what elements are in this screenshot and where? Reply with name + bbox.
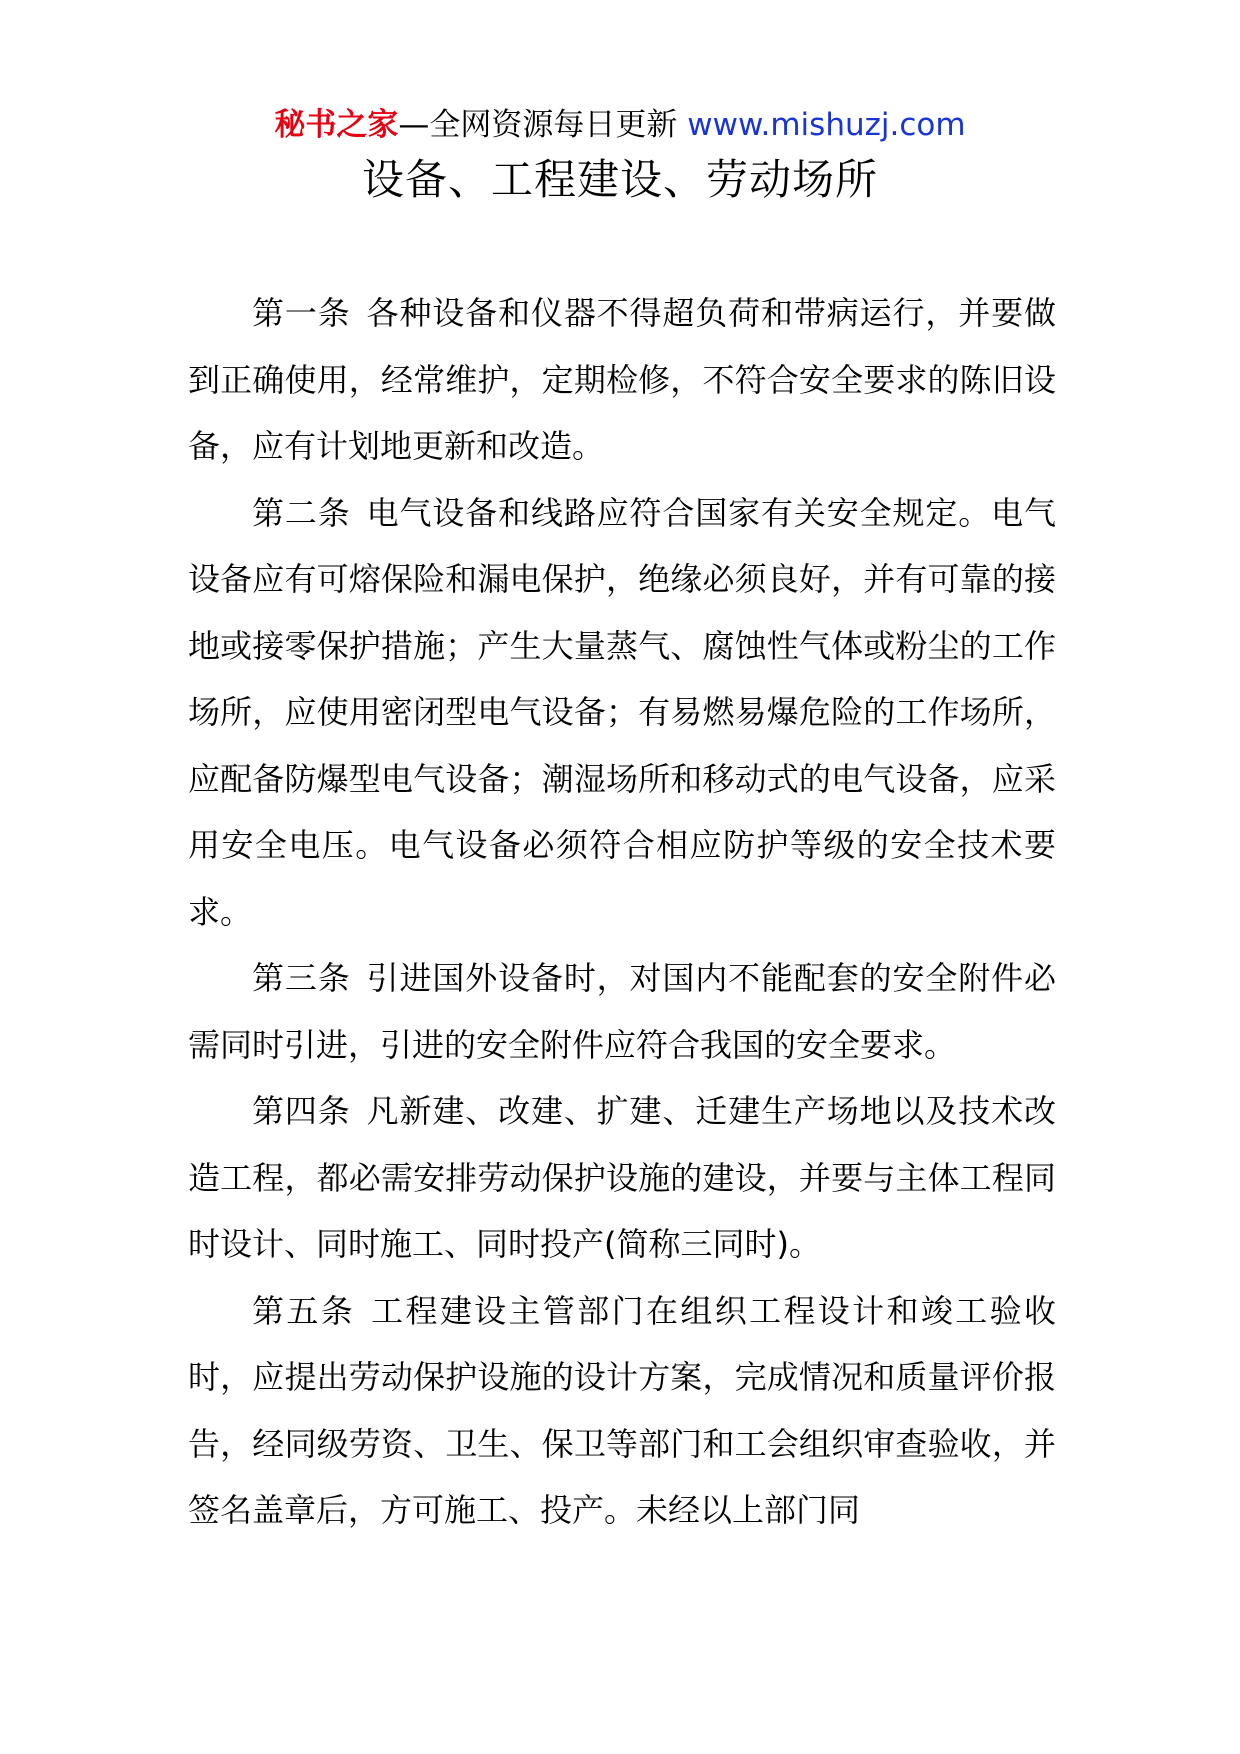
site-brand: 秘书之家 xyxy=(274,107,399,143)
article-number: 第二条 xyxy=(252,493,351,532)
article-number: 第五条 xyxy=(252,1291,356,1330)
article-text: 电气设备和线路应符合国家有关安全规定。电气设备应有可熔保险和漏电保护，绝缘必须良好，并有可靠的接地或接零保护措施；产生大量蒸气、腐蚀性气体或粉尘的工作场所，应使用密闭型电气设备；有易燃易爆危险的工作场所，应配备防爆型电气设备；潮湿场所和移动式的电气设备，应采用安全电压。电气设备必须符合相应防护等级的安全技术要求。 xyxy=(188,493,1056,931)
article-paragraph xyxy=(188,1278,1056,1544)
article-text: 凡新建、改建、扩建、迁建生产场地以及技术改造工程，都必需安排劳动保护设施的建设，并要与主体工程同时设计、同时施工、同时投产(简称三同时)。 xyxy=(188,1092,1056,1263)
article-paragraph xyxy=(188,280,1056,480)
document-title: 设备、工程建设、劳动场所 xyxy=(361,155,878,204)
site-slogan: —全网资源每日更新 xyxy=(398,107,688,143)
document-body xyxy=(188,280,1056,1544)
article-paragraph xyxy=(188,945,1056,1078)
article-text: 工程建设主管部门在组织工程设计和竣工验收时，应提出劳动保护设施的设计方案，完成情况和质量评价报告，经同级劳资、卫生、保卫等部门和工会组织审查验收，并签名盖章后，方可施工、投产。未经以上部门同 xyxy=(188,1291,1056,1529)
site-url-link[interactable]: www.mishuzj.com xyxy=(687,107,966,143)
article-number: 第一条 xyxy=(252,294,351,332)
article-paragraph xyxy=(188,480,1056,946)
article-paragraph xyxy=(188,1078,1056,1278)
site-header xyxy=(0,104,1240,146)
article-number: 第四条 xyxy=(252,1092,351,1130)
article-text: 引进国外设备时，对国内不能配套的安全附件必需同时引进，引进的安全附件应符合我国的安全要求。 xyxy=(188,959,1056,1064)
article-number: 第三条 xyxy=(252,959,351,997)
article-text: 各种设备和仪器不得超负荷和带病运行，并要做到正确使用，经常维护，定期检修，不符合安全要求的陈旧设备，应有计划地更新和改造。 xyxy=(188,294,1056,465)
